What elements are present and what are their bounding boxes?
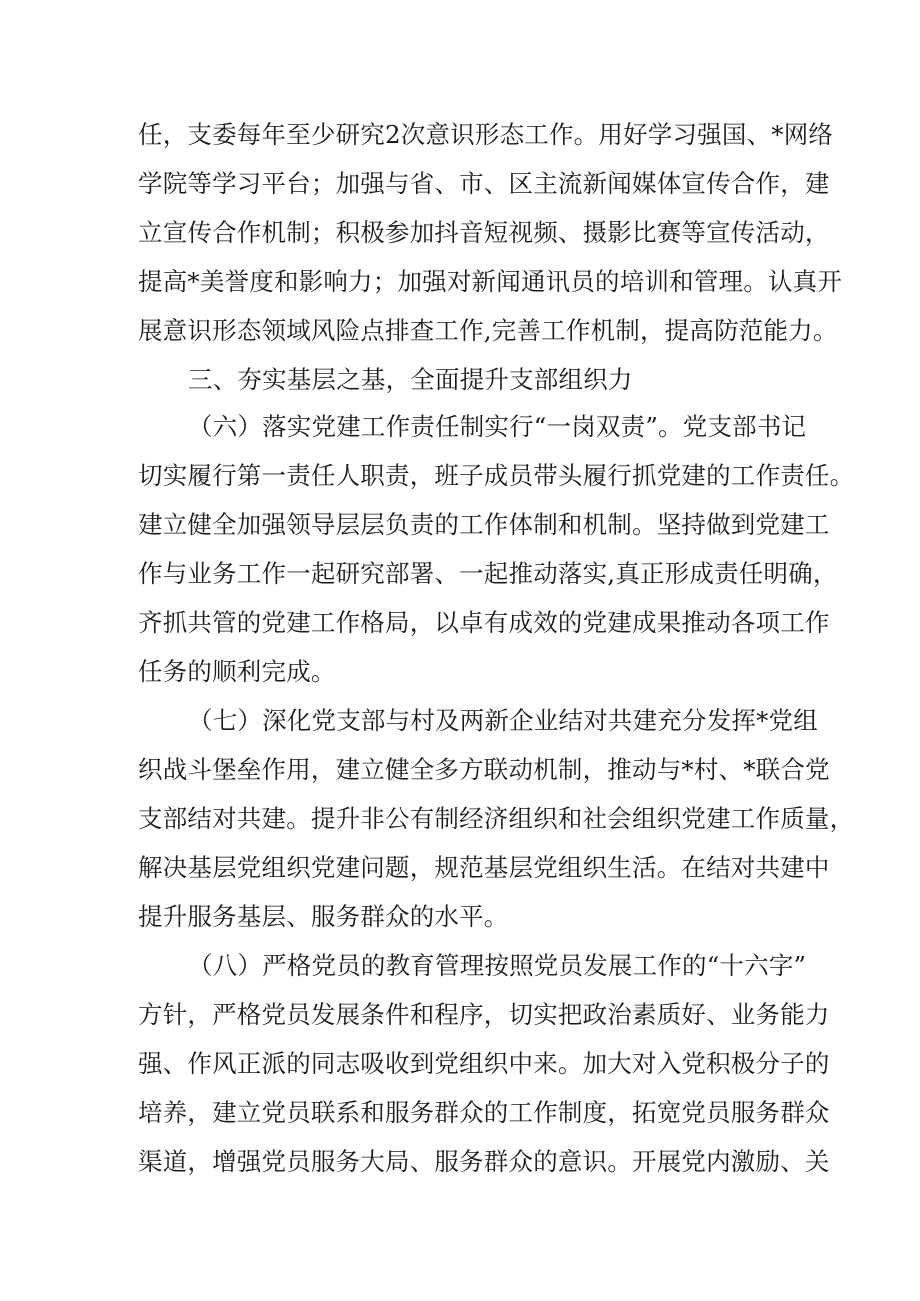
paragraph-line: 齐抓共管的党建工作格局，以卓有成效的党建成果推动各项工作 [138,608,830,637]
paragraph-line: 学院等学习平台；加强与省、市、区主流新闻媒体宣传合作，建 [138,169,830,198]
paragraph-line: 解决基层党组织党建问题，规范基层党组织生活。在结对共建中 [138,853,830,882]
paragraph-line: 切实履行第一责任人职责，班子成员带头履行抓党建的工作责任。 [138,461,855,490]
paragraph-line: 支部结对共建。提升非公有制经济组织和社会组织党建工作质量， [138,804,855,833]
paragraph-line: 提高*美誉度和影响力；加强对新闻通讯员的培训和管理。认真开 [138,267,843,296]
paragraph-line: 渠道，增强党员服务大局、服务群众的意识。开展党内激励、关 [138,1147,830,1176]
paragraph-line: 提升服务基层、服务群众的水平。 [138,902,509,931]
paragraph-line: 任务的顺利完成。 [138,657,336,686]
subsection-heading: （七）深化党支部与村及两新企业结对共建充分发挥*党组 [188,706,818,735]
section-heading: 三、夯实基层之基，全面提升支部组织力 [188,365,633,394]
subsection-heading: （六）落实党建工作责任制实行“一岗双责”。党支部书记 [188,412,807,441]
paragraph-line: 任，支委每年至少研究2次意识形态工作。用好学习强国、*网络 [138,120,834,149]
paragraph-line: 强、作风正派的同志吸收到党组织中来。加大对入党积极分子的 [138,1049,830,1078]
paragraph-line: 展意识形态领域风险点排查工作,完善工作机制，提高防范能力。 [138,316,838,345]
paragraph-line: 建立健全加强领导层层负责的工作体制和机制。坚持做到党建工 [138,510,830,539]
paragraph-line: 作与业务工作一起研究部署、一起推动落实,真正形成责任明确， [138,559,838,588]
subsection-heading: （八）严格党员的教育管理按照党员发展工作的“十六字” [188,951,807,980]
paragraph-line: 立宣传合作机制；积极参加抖音短视频、摄影比赛等宣传活动， [138,218,830,247]
paragraph-line: 方针，严格党员发展条件和程序，切实把政治素质好、业务能力 [138,1000,830,1029]
paragraph-line: 织战斗堡垒作用，建立健全多方联动机制，推动与*村、*联合党 [138,755,830,784]
paragraph-line: 培养，建立党员联系和服务群众的工作制度，拓宽党员服务群众 [138,1098,830,1127]
